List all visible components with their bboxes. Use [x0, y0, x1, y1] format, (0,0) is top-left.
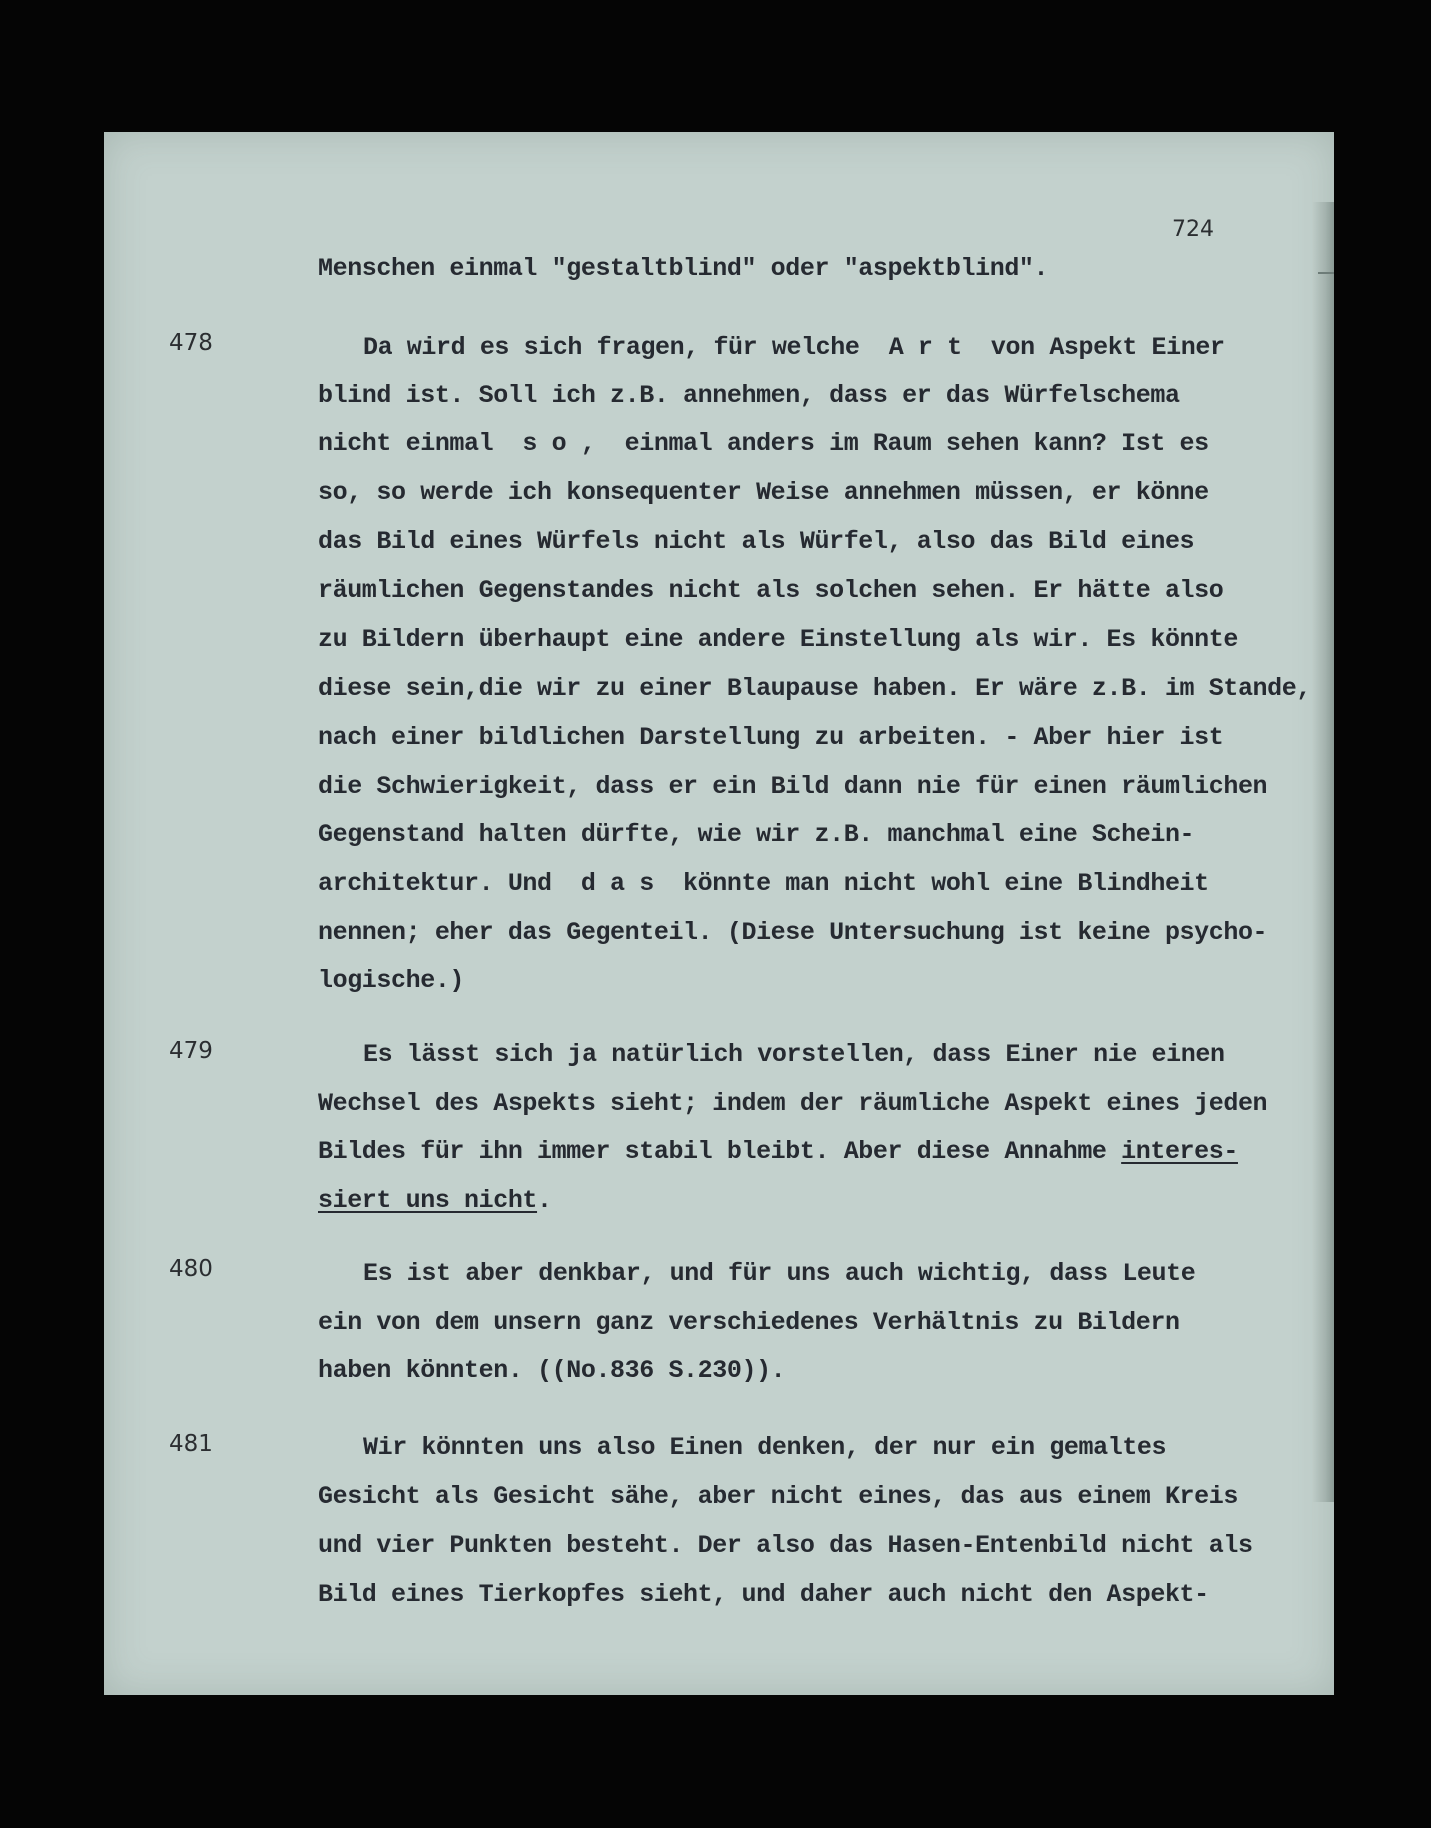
text-line: Bild eines Tierkopfes sieht, und daher auch nicht den Aspekt-	[318, 1580, 1209, 1609]
text-line: und vier Punkten besteht. Der also das Hasen-Entenbild nicht als	[318, 1531, 1253, 1560]
paragraph-number-478: 478	[169, 330, 213, 356]
text-line: Es lässt sich ja natürlich vorstellen, dass Einer nie einen	[363, 1040, 1225, 1069]
opening-line: Menschen einmal "gestaltblind" oder "aspektblind".	[318, 254, 1049, 283]
text-line: ein von dem unsern ganz verschiedenes Verhältnis zu Bildern	[318, 1308, 1180, 1337]
paragraph-number-481: 481	[169, 1431, 213, 1457]
text-line: Wir könnten uns also Einen denken, der nur ein gemaltes	[363, 1433, 1167, 1462]
text-line: Da wird es sich fragen, für welche A r t von Aspekt Einer	[363, 333, 1225, 362]
text-line: blind ist. Soll ich z.B. annehmen, dass er das Würfelschema	[318, 381, 1180, 410]
text-line: architektur. Und d a s könnte man nicht wohl eine Blindheit	[318, 869, 1209, 898]
page-number: 724	[1172, 217, 1214, 242]
text-line: räumlichen Gegenstandes nicht als solchen sehen. Er hätte also	[318, 576, 1224, 605]
text-line: so, so werde ich konsequenter Weise annehmen müssen, er könne	[318, 478, 1209, 507]
text-line: logische.)	[318, 966, 465, 995]
text-line: nicht einmal s o , einmal anders im Raum sehen kann? Ist es	[318, 429, 1209, 458]
text-line: Gesicht als Gesicht sähe, aber nicht eines, das aus einem Kreis	[318, 1482, 1238, 1511]
text-segment: Bildes für ihn immer stabil bleibt. Aber diese Annahme	[318, 1137, 1122, 1166]
text-line: nennen; eher das Gegenteil. (Diese Untersuchung ist keine psycho-	[318, 918, 1268, 947]
text-line: Es ist aber denkbar, und für uns auch wichtig, dass Leute	[363, 1259, 1196, 1288]
paragraph-number-479: 479	[169, 1038, 213, 1064]
text-line: zu Bildern überhaupt eine andere Einstellung als wir. Es könnte	[318, 625, 1238, 654]
text-line: nach einer bildlichen Darstellung zu arbeiten. - Aber hier ist	[318, 723, 1224, 752]
text-line: diese sein,die wir zu einer Blaupause haben. Er wäre z.B. im Stande,	[318, 674, 1311, 703]
paragraph-number-480: 480	[169, 1256, 213, 1282]
text-line: das Bild eines Würfels nicht als Würfel, also das Bild eines	[318, 527, 1195, 556]
underlined-text: interes-	[1121, 1137, 1238, 1166]
text-line	[318, 1137, 1238, 1166]
underlined-text: siert uns nicht	[318, 1186, 538, 1215]
text-line: haben könnten. ((No.836 S.230)).	[318, 1356, 786, 1385]
text-line: Gegenstand halten dürfte, wie wir z.B. manchmal eine Schein-	[318, 820, 1195, 849]
text-segment: .	[537, 1186, 552, 1215]
text-line: die Schwierigkeit, dass er ein Bild dann nie für einen räumlichen	[318, 772, 1268, 801]
text-line	[318, 1186, 552, 1215]
text-line: Wechsel des Aspekts sieht; indem der räumliche Aspekt eines jeden	[318, 1089, 1268, 1118]
